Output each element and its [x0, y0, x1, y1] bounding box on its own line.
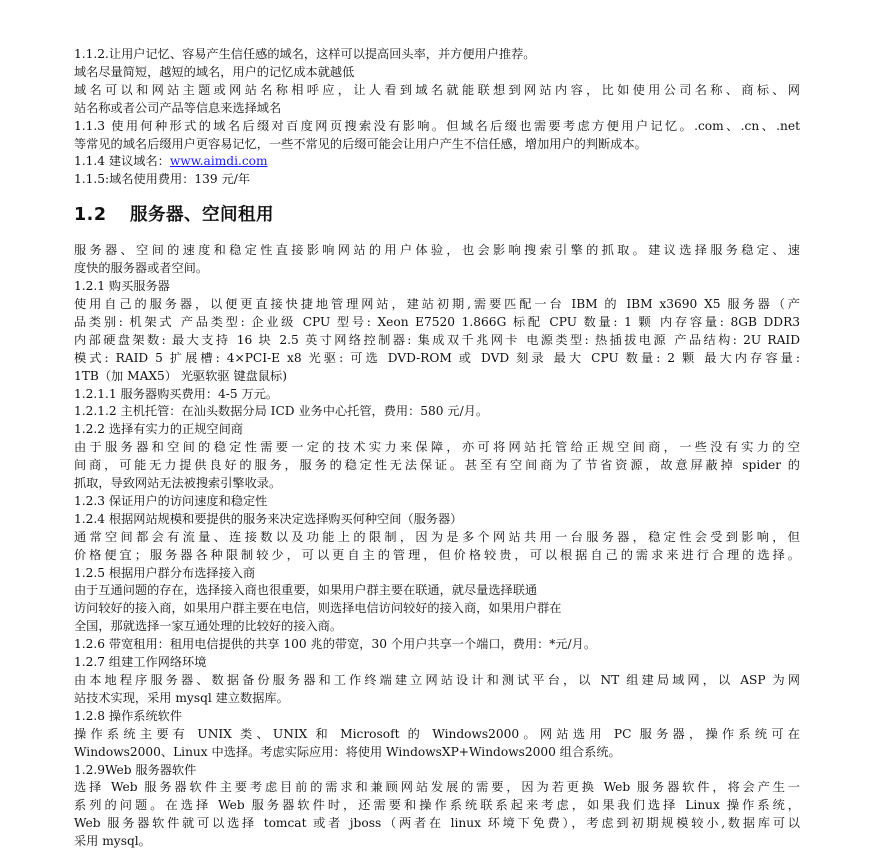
text-line: 1.2.7 组建工作网络环境 [74, 655, 207, 670]
text-line: 内部硬盘架数: 最大支持 16 块 2.5 英寸网络控制器: 集成双千兆网卡 电源类型: 热插拔电源 产品结构: 2U RAID [74, 332, 800, 347]
text-line: 1.2.8 操作系统软件 [74, 708, 183, 723]
text-line: 1.2.4 根据网站规模和要提供的服务来决定选择购买何种空间（服务器） [74, 511, 463, 526]
text-line: 域名尽量简短，越短的域名，用户的记忆成本就越低 [74, 64, 355, 79]
text-line: 价格便宜；服务器各种限制较少，可以更自主的管理，但价格较贵，可以根据自己的需求来进行合理的选择。 [74, 547, 800, 562]
text-line: 1.1.3 使用何种形式的域名后缀对百度网页搜索没有影响。但域名后缀也需要考虑方便用户记忆。.com、.cn、.net [74, 118, 800, 133]
text-line: 操作系统主要有 UNIX 类、UNIX 和 Microsoft 的 Windows2000。网站选用 PC 服务器，操作系统可在 [74, 726, 800, 741]
text-line: 1.2.1 购买服务器 [74, 279, 170, 294]
text-line: 1.1.2.让用户记忆、容易产生信任感的域名，这样可以提高回头率，并方便用户推荐。 [74, 47, 536, 61]
text-line: 度快的服务器或者空间。 [74, 261, 209, 276]
text-line: 系列的问题。在选择 Web 服务器软件时，还需要和操作系统联系起来考虑，如果我们选择 Linux 操作系统， [74, 798, 800, 813]
text-line: 由于服务器和空间的稳定性需要一定的技术实力来保障，亦可将网站托管给正规空间商，一些没有实力的空 [74, 440, 800, 455]
section-heading [74, 204, 800, 226]
text-line: 使用自己的服务器，以便更直接快捷地管理网站，建站初期,需要匹配一台 IBM 的 IBM x3690 X5 服务器（产 [74, 296, 800, 311]
section-body [74, 242, 800, 851]
text-line: 站技术实现，采用 mysql 建立数据库。 [74, 690, 289, 705]
text-line: 域名可以和网站主题或网站名称相呼应，让人看到域名就能联想到网站内容，比如使用公司名称、商标、网 [74, 82, 800, 97]
text-line: 1.1.5:域名使用费用：139 元/年 [74, 172, 251, 187]
text-line: 1.2.6 带宽租用：租用电信提供的共享 100 兆的带宽，30 个用户共享一个端口，费用：*元/月。 [74, 637, 597, 652]
text-line: 由本地程序服务器、数据备份服务器和工作终端建立网站设计和测试平台，以 NT 组建局域网，以 ASP 为网 [74, 673, 800, 687]
text-line: Windows2000、Linux 中选择。考虑实际应用：将使用 WindowsXP+Windows2000 组合系统。 [74, 744, 621, 759]
text-line: 1.2.1.1 服务器购买费用：4-5 万元。 [74, 386, 279, 401]
text-line: 采用 mysql。 [74, 834, 151, 849]
text-line: 模式: RAID 5 扩展槽: 4×PCI-E x8 光驱: 可选 DVD-ROM 或 DVD 刻录 最大 CPU 数量: 2 颗 最大内存容量: [74, 350, 800, 365]
section-number: 1.2 [74, 205, 107, 226]
text-line: Web 服务器软件就可以选择 tomcat 或者 jboss（两者在 linux 环境下免费），考虑到初期规模较小,数据库可以 [74, 816, 800, 831]
text-line: 选择 Web 服务器软件主要考虑目前的需求和兼顾网站发展的需要，因为若更换 Web 服务器软件，将会产生一 [74, 780, 800, 795]
text-line: 1.2.2 选择有实力的正规空间商 [74, 422, 243, 437]
text-line: 1.2.1.2 主机托管：在汕头数据分局 ICD 业务中心托管，费用：580 元/月。 [74, 404, 489, 419]
text-line: 间商，可能无力提供良好的服务，服务的稳定性无法保证。甚至有空间商为了节省资源，故意屏蔽掉 spider 的 [74, 458, 800, 473]
text-line: 全国，那就选择一家互通处理的比较好的接入商。 [74, 619, 343, 634]
text-line: 1.2.5 根据用户群分布选择接入商 [74, 565, 256, 580]
text-line: 1TB（加 MAX5） 光驱软驱 键盘鼠标) [74, 368, 287, 383]
text-line: 1.2.3 保证用户的访问速度和稳定性 [74, 493, 268, 508]
text-line: 通常空间都会有流量、连接数以及功能上的限制，因为是多个网站共用一台服务器，稳定性会受到影响，但 [74, 529, 800, 544]
text-line: 品类别: 机架式 产品类型: 企业级 CPU 型号: Xeon E7520 1.866G 标配 CPU 数量: 1 颗 内存容量: 8GB DDR3 [74, 314, 800, 329]
suggested-domain-line [74, 153, 800, 171]
suggested-domain-label: 1.1.4 建议域名： [74, 154, 170, 169]
text-line: 访问较好的接入商，如果用户群主要在电信，则选择电信访问较好的接入商，如果用户群在 [74, 601, 562, 616]
text-line: 站名称或者公司产品等信息来选择域名 [74, 100, 282, 115]
text-line: 由于互通问题的存在，选择接入商也很重要，如果用户群主要在联通，就尽量选择联通 [74, 583, 538, 598]
document-page [74, 46, 800, 851]
section-title: 服务器、空间租用 [130, 205, 274, 226]
text-line: 1.2.9Web 服务器软件 [74, 762, 197, 777]
text-line: 抓取，导致网站无法被搜索引擎收录。 [74, 476, 282, 491]
text-line: 服务器、空间的速度和稳定性直接影响网站的用户体验，也会影响搜索引擎的抓取。建议选择服务稳定、速 [74, 243, 800, 258]
text-line: 等常见的域名后缀用户更容易记忆，一些不常见的后缀可能会让用户产生不信任感，增加用户的判断成本。 [74, 136, 647, 151]
domain-link[interactable]: www.aimdi.com [169, 154, 268, 169]
